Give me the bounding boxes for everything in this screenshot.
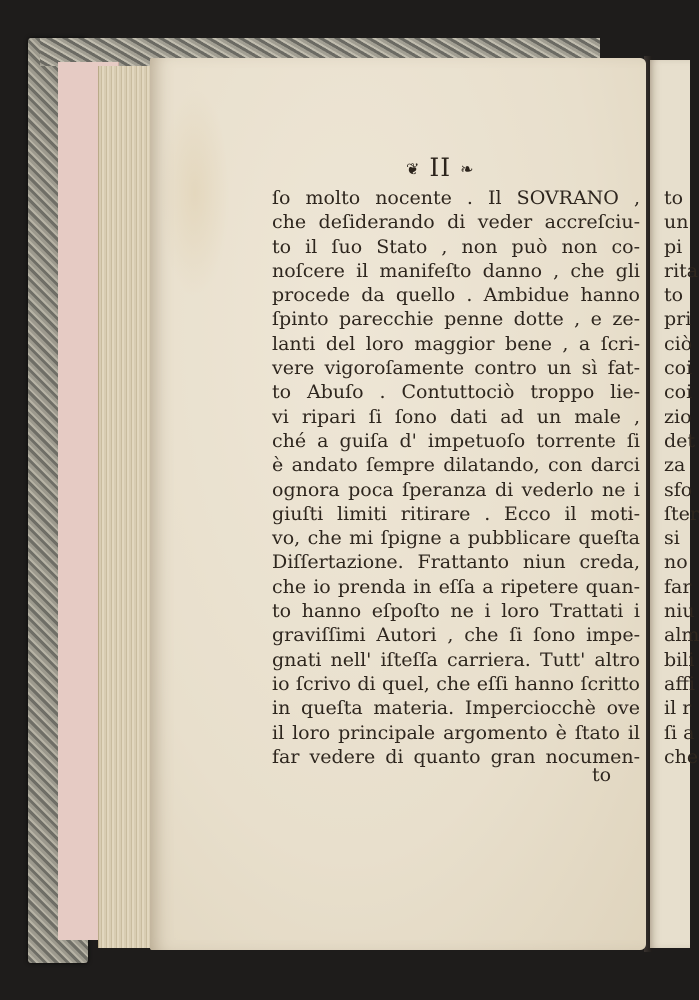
- facing-line: sfo: [664, 478, 693, 501]
- facing-line: che: [664, 745, 699, 768]
- facing-line: no: [664, 551, 688, 574]
- facing-line: pi: [664, 235, 683, 258]
- text-line: graviſſimi Autori , che ſi ſono impe-: [272, 624, 640, 647]
- text-line: vere vigoroſamente contro un sì fat-: [272, 357, 640, 380]
- text-line: to il ſuo Stato , non può non co-: [272, 235, 640, 258]
- page-number: II: [429, 153, 452, 182]
- facing-line: to: [664, 187, 684, 209]
- facing-line: zio: [664, 405, 692, 428]
- text-line: noſcere il manifeſto danno , che gli: [272, 259, 640, 282]
- facing-line: ſi a: [664, 721, 695, 744]
- facing-line: to: [664, 284, 684, 307]
- facing-line: ciò: [664, 332, 693, 355]
- ornament-right-icon: ❧: [460, 159, 475, 179]
- text-line: che deſiderando di veder accreſciu-: [272, 211, 640, 234]
- text-line: Diſſertazione. Frattanto niun creda,: [272, 551, 640, 574]
- facing-line: alm: [664, 624, 699, 647]
- text-line: to hanno eſpoſto ne i loro Trattati i: [272, 600, 640, 623]
- facing-line: det: [664, 429, 696, 452]
- page-header: [406, 150, 474, 186]
- text-line: vo, che mi ſpigne a pubblicare queſta: [272, 527, 640, 550]
- text-line: è andato ſempre dilatando, con darci: [272, 454, 640, 477]
- text-line: vi ripari ſi ſono dati ad un male ,: [272, 405, 640, 428]
- facing-line: bili: [664, 648, 695, 671]
- text-line: ſpinto parecchie penne dotte , e ze-: [272, 308, 640, 331]
- text-line: che io prenda in eſſa a ripetere quan-: [272, 575, 640, 598]
- text-line: ognora poca ſperanza di vederlo ne i: [272, 478, 640, 501]
- facing-line: far: [664, 575, 692, 598]
- facing-line: za: [664, 454, 686, 477]
- facing-line: rita: [664, 259, 699, 282]
- text-line: procede da quello . Ambidue hanno: [272, 284, 640, 307]
- text-line: in queſta materia. Imperciocchè ove: [272, 697, 640, 720]
- text-line: giuſti limiti ritirare . Ecco il moti-: [272, 502, 640, 525]
- text-line: far vedere di quanto gran nocumen-: [272, 745, 640, 768]
- text-line: il loro principale argomento è ſtato il: [272, 721, 640, 744]
- ornament-left-icon: ❦: [406, 159, 421, 179]
- facing-line: il r: [664, 697, 692, 720]
- page-body-text: [272, 186, 640, 769]
- text-line: gnati nell' iſteſſa carriera. Tutt' altro: [272, 648, 640, 671]
- facing-line: coi: [664, 357, 693, 380]
- text-line: ché a guiſa d' impetuoſo torrente ſi: [272, 429, 640, 452]
- facing-line: pri: [664, 308, 692, 331]
- page-stain: [160, 88, 230, 298]
- facing-line: niu: [664, 600, 695, 623]
- catchword: to: [592, 764, 612, 786]
- facing-line: affi: [664, 672, 695, 695]
- text-line: to Abuſo . Contuttociò troppo lie-: [272, 381, 640, 404]
- facing-page-text: [664, 186, 699, 769]
- facing-line: ſter: [664, 502, 699, 525]
- facing-line: un: [664, 211, 689, 234]
- text-line: ſo molto nocente . Il SOVRANO ,: [272, 187, 640, 209]
- text-line: lanti del loro maggior bene , a ſcri-: [272, 332, 640, 355]
- facing-line: coi: [664, 381, 693, 404]
- text-line: io ſcrivo di quel, che eſſi hanno ſcritto: [272, 672, 640, 695]
- facing-line: si: [664, 527, 680, 550]
